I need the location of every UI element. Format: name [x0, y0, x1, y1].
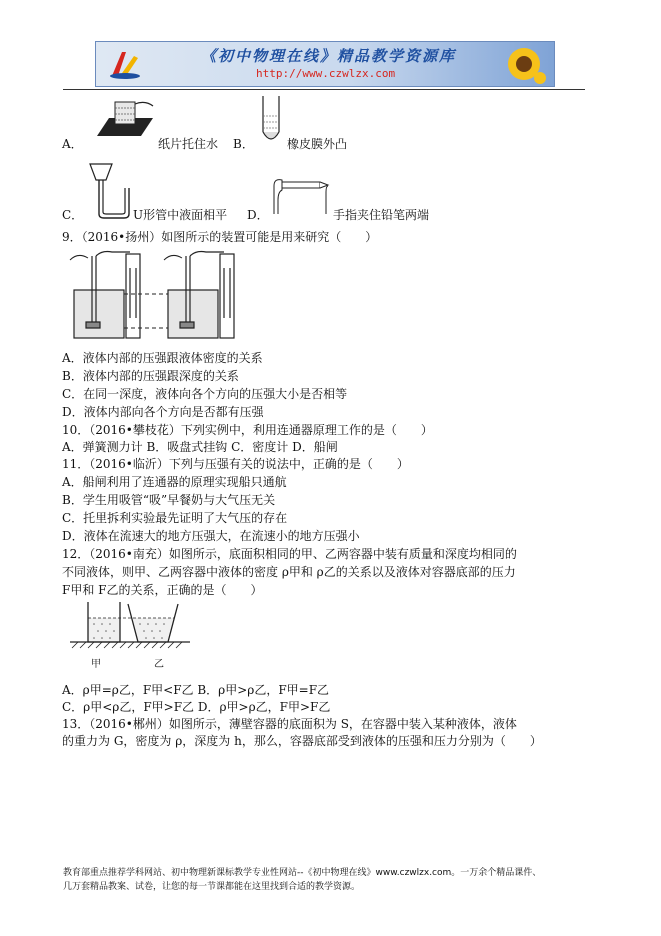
q11-option-a: A．船闸利用了连通器的原理实现船只通航 — [62, 475, 287, 489]
q11-option-c: C．托里拆利实验最先证明了大气压的存在 — [62, 511, 288, 525]
banner-url[interactable]: http://www.czwlzx.com — [256, 67, 396, 80]
q8-option-b-text: 橡皮膜外凸 — [287, 137, 348, 151]
q12-options-ab: A．ρ甲=ρ乙，F甲<F乙 B．ρ甲>ρ乙，F甲=F乙 — [62, 683, 330, 697]
q9-option-d: D．液体内部向各个方向是否都有压强 — [62, 405, 264, 419]
q8-option-c-text: U形管中液面相平 — [133, 208, 228, 222]
footer-line-1: 教育部重点推荐学科网站、初中物理新课标教学专业性网站--《初中物理在线》www.czwlzx.com。一万余个精品课件、 — [63, 868, 542, 878]
sunflower-icon — [500, 44, 548, 84]
q8-option-a-text: 纸片托住水 — [158, 137, 219, 151]
liquid-pressure-apparatus-figure — [62, 248, 262, 344]
q11-stem: 11．（2016•临沂）下列与压强有关的说法中，正确的是（ ） — [62, 457, 409, 471]
q9-stem: 9．（2016•扬州）如图所示的装置可能是用来研究（ ） — [62, 230, 378, 244]
page-footer — [63, 866, 541, 894]
q13-stem-line-1: 13．（2016•郴州）如图所示，薄壁容器的底面积为 S，在容器中装入某种液体，液体 — [62, 717, 517, 731]
q9-option-a: A．液体内部的压强跟液体密度的关系 — [62, 351, 263, 365]
q8-option-d-label: D． — [247, 208, 269, 222]
q12-options-cd: C．ρ甲<ρ乙，F甲>F乙 D．ρ甲>ρ乙，F甲>F乙 — [62, 700, 331, 714]
site-banner — [95, 41, 555, 87]
q8-option-a-label: A． — [62, 137, 83, 151]
q9-option-b: B．液体内部的压强跟深度的关系 — [62, 369, 239, 383]
q12-stem-line-3: F甲和 F乙的关系，正确的是（ ） — [62, 583, 263, 597]
fig-label-jia: 甲 — [91, 659, 101, 670]
footer-line-2: 几万套精品教案、试卷，让您的每一节课都能在这里找到合适的教学资源。 — [63, 882, 361, 892]
q13-stem-line-2: 的重力为 G，密度为 ρ，深度为 h，那么，容器底部受到液体的压强和压力分别为（ ） — [62, 734, 542, 748]
q8-option-c-label: C． — [62, 208, 84, 222]
banner-title: 《初中物理在线》精品教学资源库 — [201, 47, 457, 65]
q10-options: A．弹簧测力计 B．吸盘式挂钩 C．密度计 D．船闸 — [62, 440, 338, 454]
q12-stem-line-1: 12．（2016•南充）如图所示，底面积相同的甲、乙两容器中装有质量和深度均相同的 — [62, 547, 517, 561]
q11-option-b: B．学生用吸管“吸”早餐奶与大气压无关 — [62, 493, 276, 507]
header-divider — [63, 89, 585, 90]
paper-holding-water-figure — [95, 96, 155, 140]
q10-stem: 10．（2016•攀枝花）下列实例中，利用连通器原理工作的是（ ） — [62, 423, 433, 437]
q9-option-c: C．在同一深度，液体向各个方向的压强大小是否相等 — [62, 387, 348, 401]
u-tube-figure — [88, 160, 134, 220]
q8-option-b-label: B． — [233, 137, 254, 151]
q8-option-d-text: 手指夹住铅笔两端 — [333, 208, 430, 222]
fig-label-yi: 乙 — [154, 659, 164, 670]
q11-option-d: D．液体在流速大的地方压强大，在流速小的地方压强小 — [62, 529, 360, 543]
rubber-membrane-tube-figure — [258, 94, 284, 146]
q12-stem-line-2: 不同液体，则甲、乙两容器中液体的密度 ρ甲和 ρ乙的关系以及液体对容器底部的压力 — [62, 565, 516, 579]
fingers-pencil-figure — [270, 170, 332, 218]
site-logo-icon — [108, 48, 142, 80]
two-containers-figure — [66, 598, 206, 660]
